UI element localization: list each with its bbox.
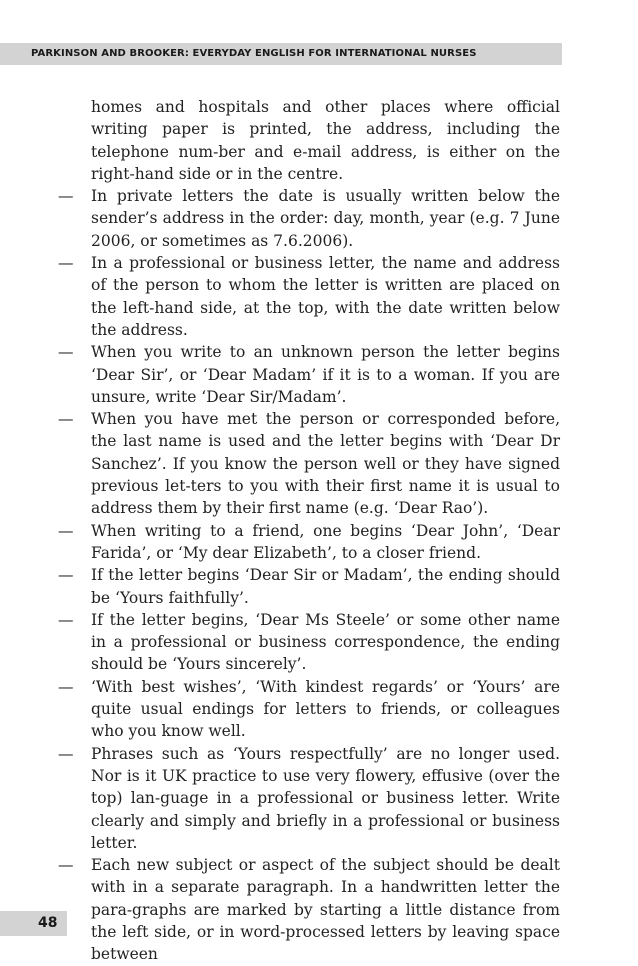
- dash-marker: —: [58, 410, 74, 429]
- list-item: [58, 185, 560, 252]
- dash-marker: —: [58, 744, 74, 763]
- dash-marker: —: [58, 566, 74, 585]
- list-item-text: When you write to an unknown person the letter begins ‘Dear Sir’, or ‘Dear Madam’ if it is to a woman. If you are unsure, write ‘Dear Sir/Madam’.: [91, 343, 560, 406]
- list-item: [58, 609, 560, 676]
- list-item-text: When you have met the person or corresponded before, the last name is used and the letter begins with ‘Dear Dr Sanchez’. If you know the person well or they have signed previous let-ters to you with their first name it is usual to address them by their first name (e.g. ‘Dear Rao’).: [91, 410, 560, 518]
- list-item: [58, 854, 560, 965]
- list-item: [58, 341, 560, 408]
- list-item: [58, 743, 560, 854]
- dash-marker: —: [58, 677, 74, 696]
- list-item: [58, 252, 560, 341]
- dash-marker: —: [58, 521, 74, 540]
- dash-marker: —: [58, 343, 74, 362]
- list-item: [58, 676, 560, 743]
- dash-marker: —: [58, 610, 74, 629]
- page-body: [58, 96, 560, 966]
- list-item-text: Each new subject or aspect of the subject should be dealt with in a separate paragraph. In a handwritten letter the para-graphs are marked by starting a little distance from the left side, or in word-processed letters by leaving space between: [91, 856, 560, 964]
- list-item: [58, 520, 560, 565]
- list-item-text: In private letters the date is usually written below the sender’s address in the order: day, month, year (e.g. 7 June 2006, or sometimes as 7.6.2006).: [91, 187, 560, 250]
- running-header: [0, 43, 562, 65]
- dash-marker: —: [58, 856, 74, 875]
- dash-marker: —: [58, 187, 74, 206]
- list-item-text: Phrases such as ‘Yours respectfully’ are no longer used. Nor is it UK practice to use very flowery, effusive (over the top) lan-guage in a professional or business letter. Write clearly and simply and briefly in a professional or business letter.: [91, 744, 560, 852]
- list-item-text: In a professional or business letter, the name and address of the person to whom the letter is written are placed on the left-hand side, at the top, with the date written below the address.: [91, 254, 560, 339]
- dash-marker: —: [58, 254, 74, 273]
- list-item-text: When writing to a friend, one begins ‘Dear John’, ‘Dear Farida’, or ‘My dear Elizabeth’, to a closer friend.: [91, 521, 560, 562]
- list-item: [58, 408, 560, 519]
- list-item-text: If the letter begins, ‘Dear Ms Steele’ or some other name in a professional or business correspondence, the ending should be ‘Yours sincerely’.: [91, 610, 560, 674]
- page-number-tab: [0, 911, 67, 936]
- list-item-text: If the letter begins ‘Dear Sir or Madam’, the ending should be ‘Yours faithfully’.: [91, 566, 560, 607]
- list-item-text: ‘With best wishes’, ‘With kindest regards’ or ‘Yours’ are quite usual endings for letters to friends, or colleagues who you know well.: [91, 677, 560, 741]
- running-title: PARKINSON AND BROOKER: EVERYDAY ENGLISH FOR INTERNATIONAL NURSES: [31, 48, 477, 59]
- list-item: [58, 564, 560, 609]
- page-number: 48: [38, 915, 58, 931]
- intro-paragraph: homes and hospitals and other places where official writing paper is printed, the address, including the telephone num-ber and e-mail address, is either on the right-hand side or in the centre.: [91, 98, 560, 183]
